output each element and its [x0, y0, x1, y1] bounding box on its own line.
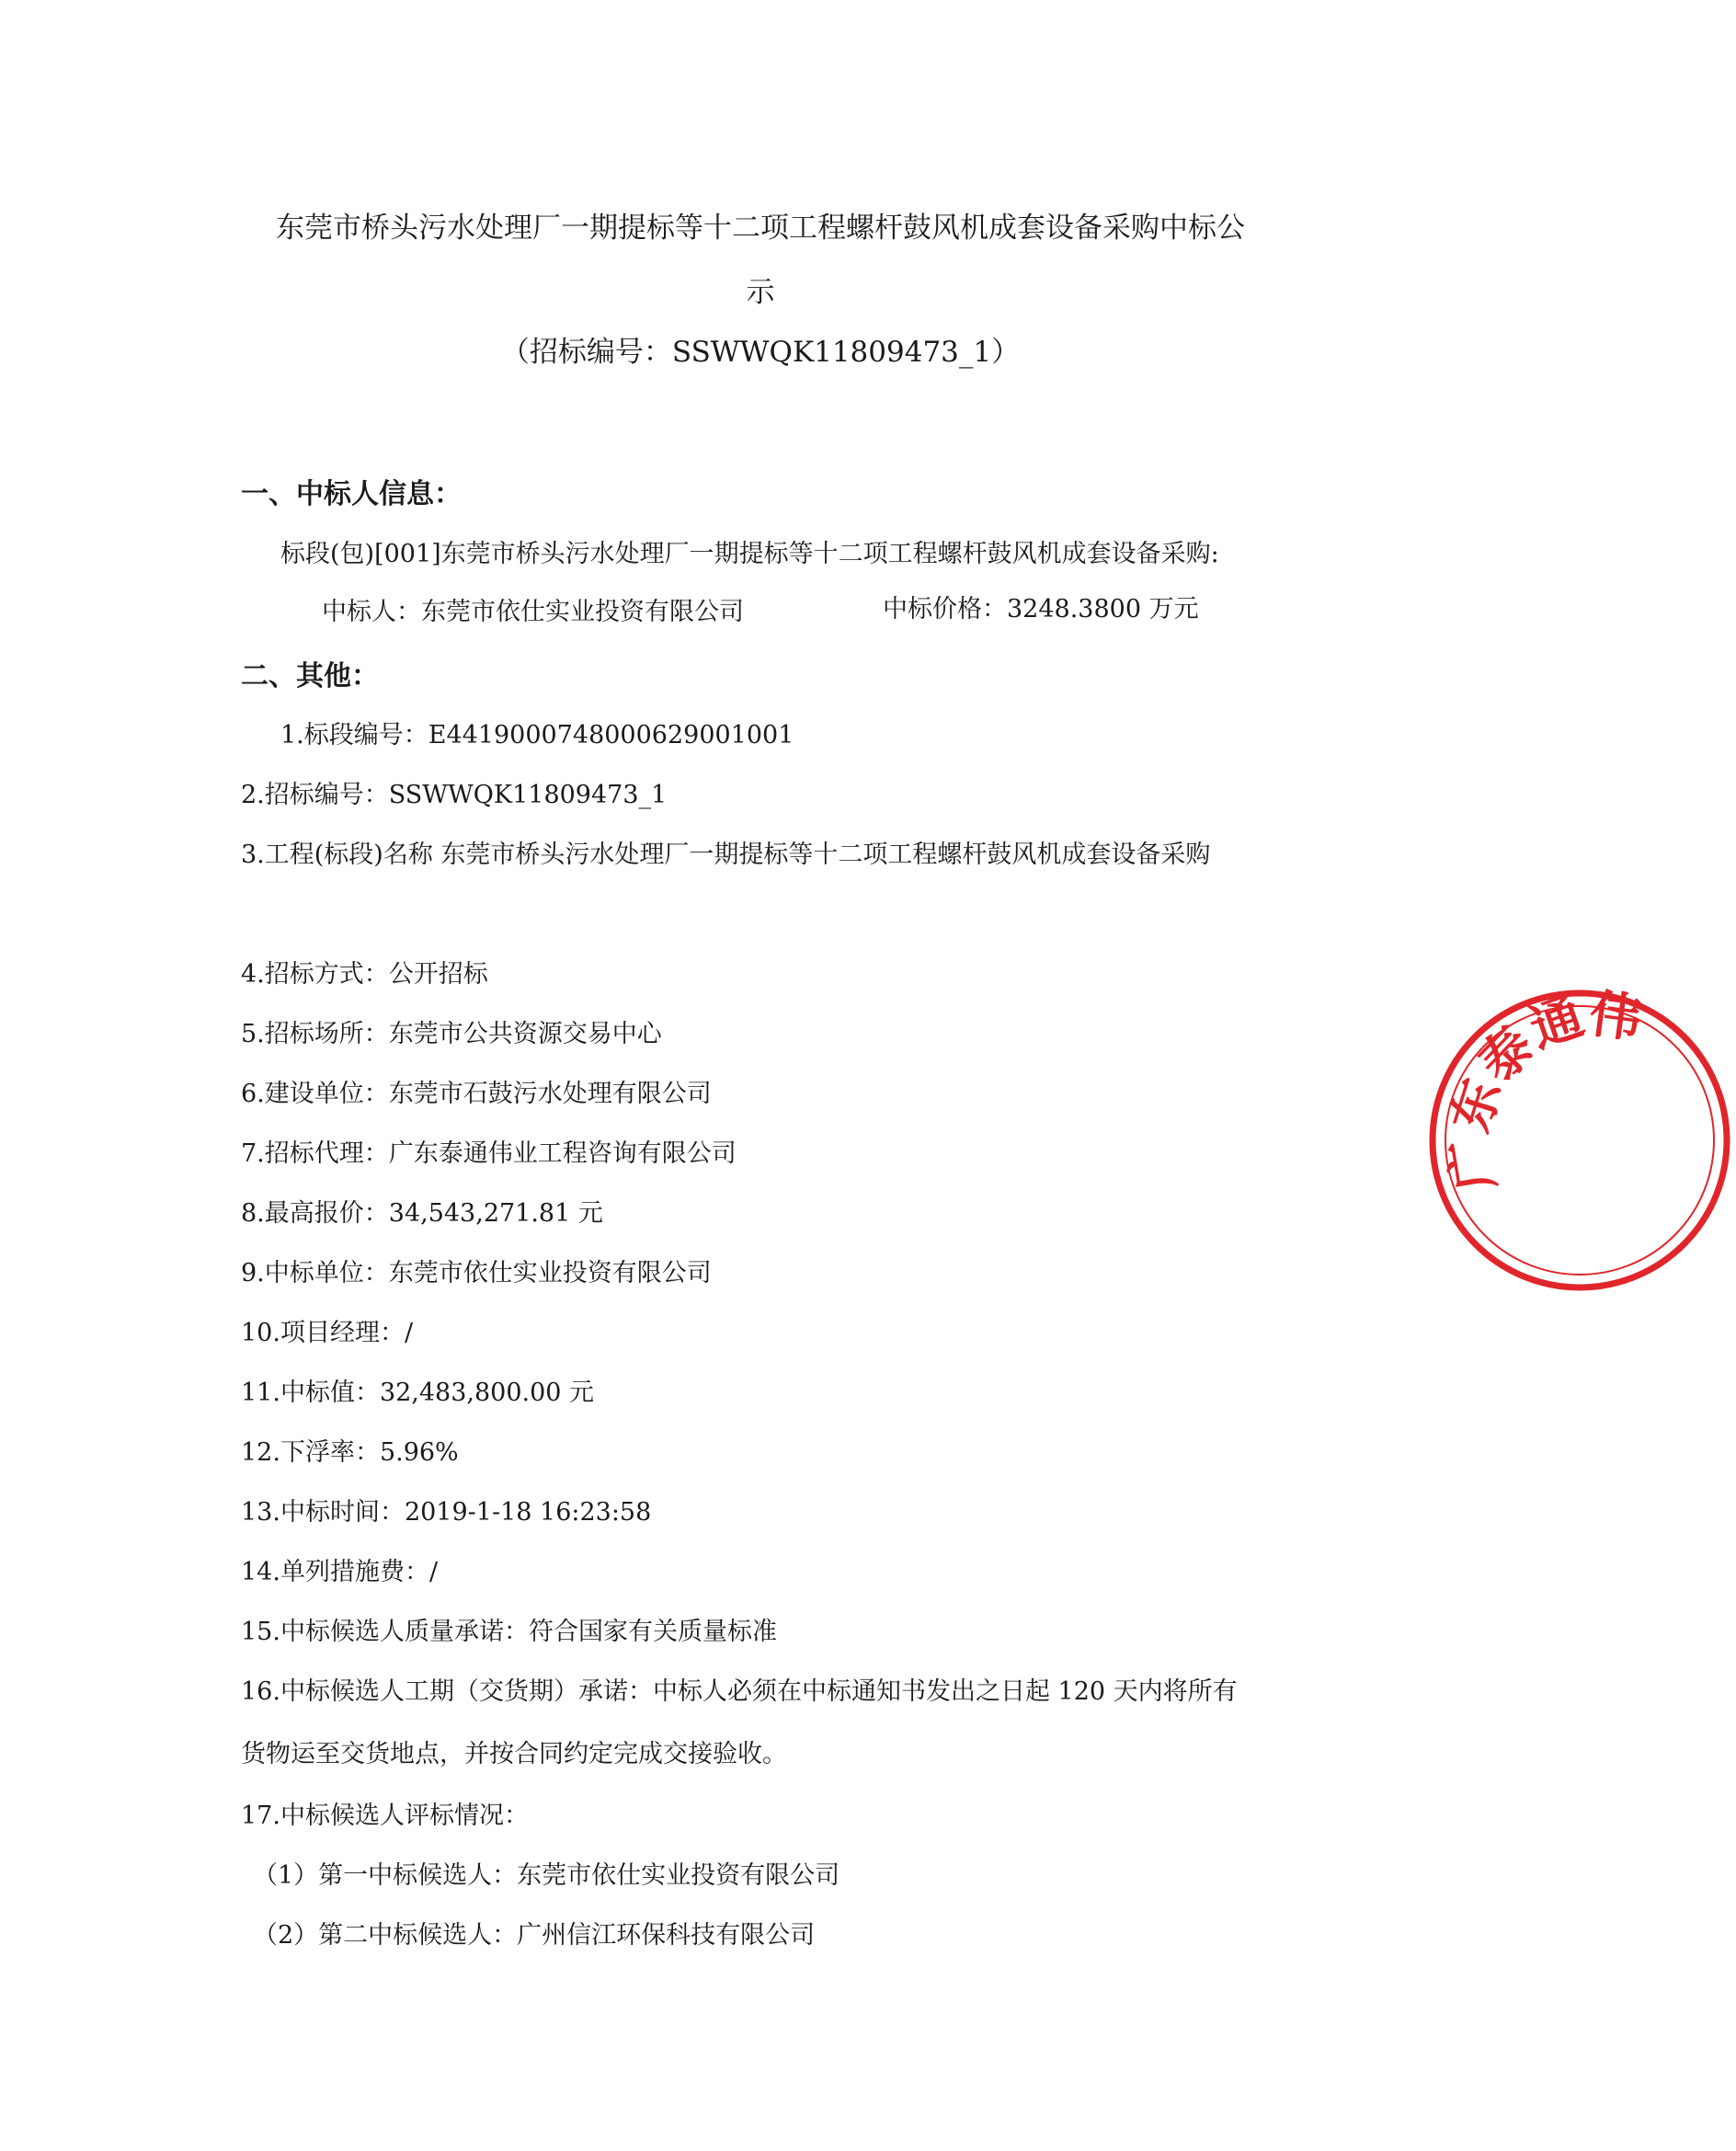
list-item: 14.单列措施费：/ [241, 1558, 439, 1586]
winner-name: 中标人：东莞市依仕实业投资有限公司 [322, 598, 744, 626]
section1-heading: 一、中标人信息： [241, 478, 462, 510]
list-item: 17.中标候选人评标情况： [241, 1802, 529, 1830]
list-item: 11.中标值：32,483,800.00 元 [241, 1379, 595, 1407]
list-item: 10.项目经理：/ [241, 1319, 414, 1347]
list-item: 4.招标方式：公开招标 [241, 960, 488, 989]
list-item: 6.建设单位：东莞市石鼓污水处理有限公司 [241, 1080, 712, 1108]
list-item: 5.招标场所：东莞市公共资源交易中心 [241, 1020, 662, 1048]
list-item: （2）第二中标候选人：广州信江环保科技有限公司 [253, 1921, 816, 1950]
list-item: 货物运至交货地点，并按合同约定完成交接验收。 [241, 1740, 787, 1768]
list-item: 12.下浮率：5.96% [241, 1438, 459, 1467]
tender-code: （招标编号：SSWWQK11809473_1） [500, 336, 1021, 369]
list-item: 7.招标代理：广东泰通伟业工程咨询有限公司 [241, 1139, 737, 1168]
lot-description: 标段(包)[001]东莞市桥头污水处理厂一期提标等十二项工程螺杆鼓风机成套设备采购: [280, 540, 1219, 568]
list-item: 15.中标候选人质量承诺：符合国家有关质量标准 [241, 1618, 777, 1646]
winning-price: 中标价格：3248.3800 万元 [883, 595, 1199, 624]
list-item: 13.中标时间：2019-1-18 16:23:58 [241, 1498, 652, 1527]
list-item: （1）第一中标候选人：东莞市依仕实业投资有限公司 [253, 1861, 840, 1890]
svg-text:广东泰通伟: 广东泰通伟 [1439, 984, 1645, 1196]
list-item: 3.工程(标段)名称 东莞市桥头污水处理厂一期提标等十二项工程螺杆鼓风机成套设备采购 [241, 841, 1211, 869]
list-item: 16.中标候选人工期（交货期）承诺：中标人必须在中标通知书发出之日起 120 天内将所有 [241, 1677, 1238, 1706]
section2-heading: 二、其他： [241, 660, 379, 692]
company-seal [1423, 984, 1736, 1297]
list-item: 1.标段编号：E4419000748000629001001 [280, 721, 794, 749]
document-title-line2: 示 [746, 276, 775, 309]
list-item: 8.最高报价：34,543,271.81 元 [241, 1199, 603, 1228]
document-title-line1: 东莞市桥头污水处理厂一期提标等十二项工程螺杆鼓风机成套设备采购中标公 [276, 212, 1245, 245]
list-item: 2.招标编号：SSWWQK11809473_1 [241, 781, 668, 809]
list-item: 9.中标单位：东莞市依仕实业投资有限公司 [241, 1259, 712, 1287]
